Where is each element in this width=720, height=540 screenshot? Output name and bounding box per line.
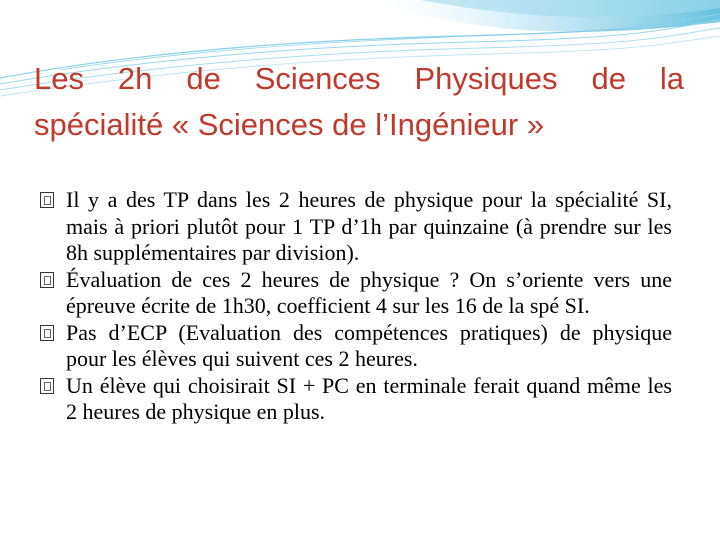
missing-glyph-icon <box>40 192 54 208</box>
bullet-text: Pas d’ECP (Evaluation des compétences pratiques) de physique pour les élèves qui suivent ces 2 heures. <box>66 319 672 371</box>
missing-glyph-icon <box>40 378 54 394</box>
slide-title-line-1: Les 2h de Sciences Physiques de la <box>34 61 684 96</box>
bullet-text: Il y a des TP dans les 2 heures de physique pour la spécialité SI, mais à priori plutôt pour 1 TP d’1h par quinzaine (à prendre sur les 8h supplémentaires par division). <box>66 187 672 265</box>
bullet-item <box>40 187 672 267</box>
slide-title <box>34 56 684 148</box>
bullet-list <box>40 187 672 426</box>
bullet-item <box>40 320 672 373</box>
slide-title-line-2: spécialité « Sciences de l’Ingénieur » <box>34 107 545 142</box>
bullet-text: Un élève qui choisirait SI + PC en terminale ferait quand même les 2 heures de physique en plus. <box>66 372 672 424</box>
bullet-text: Évaluation de ces 2 heures de physique ? On s’oriente vers une épreuve écrite de 1h30, coefficient 4 sur les 16 de la spé SI. <box>66 266 672 318</box>
missing-glyph-icon <box>40 325 54 341</box>
bullet-item <box>40 267 672 320</box>
bullet-item <box>40 373 672 426</box>
missing-glyph-icon <box>40 272 54 288</box>
